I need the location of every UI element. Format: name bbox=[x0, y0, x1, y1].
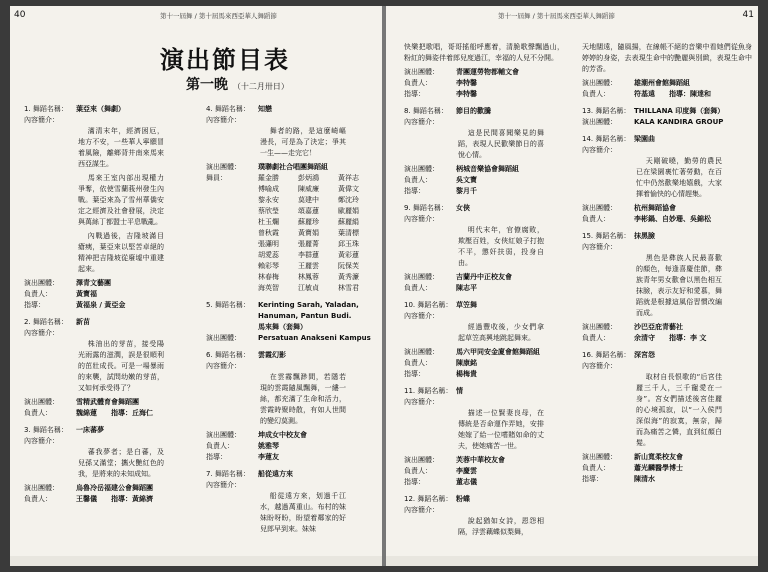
credit-label: 演出團體： bbox=[582, 323, 617, 331]
dancer-name: 林鳳蓉 bbox=[298, 273, 319, 281]
dance-name-row bbox=[404, 106, 564, 117]
credit-row bbox=[404, 283, 564, 294]
dance-name-row bbox=[582, 134, 752, 145]
dance-name: 深宮怨 bbox=[634, 351, 655, 359]
dance-name-row bbox=[24, 317, 184, 328]
program-entry bbox=[582, 231, 752, 344]
credit-row bbox=[206, 430, 376, 441]
intro-label-row bbox=[24, 436, 184, 447]
dance-name-label: 9. 舞蹈名稱： bbox=[404, 204, 448, 212]
program-entry bbox=[404, 300, 564, 380]
description-paragraph: 快樂把歌唱，哥哥搖船呼應着，清脆歌聲飄過山，粉紅的舞姿伴着郎兒度過江，幸福的人兒不分開。 bbox=[404, 43, 564, 62]
credit-label: 負責人： bbox=[206, 442, 234, 450]
credit-value: 姚雅琴 bbox=[258, 442, 279, 450]
dance-name-row bbox=[404, 386, 564, 397]
credit-row bbox=[582, 89, 752, 100]
program-entry bbox=[582, 106, 752, 128]
dance-name: 葉亞來（舞劇） bbox=[76, 105, 125, 113]
intro-label-row bbox=[206, 361, 376, 372]
page-footer-shade bbox=[386, 556, 758, 566]
dancer-list bbox=[258, 173, 376, 294]
intro-label: 內容簡介： bbox=[206, 362, 241, 370]
dancer-name: 張麗菁 bbox=[298, 240, 319, 248]
credit-row bbox=[206, 452, 376, 463]
dance-name-label: 4. 舞蹈名稱： bbox=[206, 105, 250, 113]
dancer-name: 陳威廉 bbox=[298, 185, 319, 193]
credit-row bbox=[206, 333, 376, 344]
credit-value: 杭州舞蹈協會 bbox=[634, 204, 676, 212]
credit-row bbox=[582, 117, 752, 128]
dance-name-label: 3. 舞蹈名稱： bbox=[24, 426, 68, 434]
entry-description bbox=[78, 126, 164, 275]
credit-label: 演出團體： bbox=[24, 398, 59, 406]
dance-name-label: 11. 舞蹈名稱： bbox=[404, 387, 453, 395]
page-subtitle bbox=[186, 74, 289, 94]
credit-value: 黃福泉 / 黃亞金 bbox=[76, 301, 126, 309]
dance-name: THILLANA 印度舞（套舞） bbox=[634, 107, 725, 115]
credit-row bbox=[404, 186, 564, 197]
entry-description bbox=[78, 447, 164, 480]
dancer-name: 黃寶娟 bbox=[298, 229, 319, 237]
entry-description bbox=[404, 42, 564, 64]
dancer-name: 黃秀濂 bbox=[338, 273, 359, 281]
intro-label-row bbox=[24, 115, 184, 126]
credit-value: 李蓮友 bbox=[258, 453, 279, 461]
subtitle-date: （十二月卅日） bbox=[232, 82, 289, 91]
credit-label: 演出團體： bbox=[404, 348, 439, 356]
dance-name-label: 13. 舞蹈名稱： bbox=[582, 107, 631, 115]
credit-row bbox=[404, 175, 564, 186]
intro-label: 內容簡介： bbox=[404, 312, 439, 320]
right-column-1 bbox=[404, 42, 564, 544]
credit-value: 烏魯冷岳福建公會舞蹈團 bbox=[76, 484, 153, 492]
credit-value: 蕭光麟醫學博士 bbox=[634, 464, 683, 472]
dance-name: 節目的歡騰 bbox=[456, 107, 491, 115]
credit-row bbox=[24, 483, 184, 494]
dancer-name: 曾秋霞 bbox=[258, 229, 279, 237]
credit-label: 負責人： bbox=[404, 176, 432, 184]
credit-label: 演出團體： bbox=[404, 68, 439, 76]
credit-row bbox=[206, 441, 376, 452]
dancer-name: 頌嘉蓮 bbox=[298, 207, 319, 215]
dance-name: 一床蕃夢 bbox=[76, 426, 104, 434]
credit-label: 演出團體： bbox=[404, 456, 439, 464]
description-paragraph: 天剛破曉，勤勞的農民已在梁園裏忙著勞動，在百忙中仍然歡樂地嬉戲，大家揮着愉快的心情趕集。 bbox=[636, 157, 722, 198]
entry-description bbox=[458, 128, 544, 161]
description-paragraph: 這是民間喜聞樂見的舞蹈，表現人民歡樂節日的喜悅心情。 bbox=[458, 129, 544, 159]
page-footer-shade bbox=[10, 556, 382, 566]
entry-description bbox=[582, 42, 752, 75]
credit-label: 演出團體： bbox=[582, 79, 617, 87]
dance-name-row bbox=[582, 350, 752, 361]
program-entry bbox=[206, 104, 376, 294]
dance-name-row bbox=[206, 322, 376, 333]
credit-label: 指導： bbox=[404, 187, 425, 195]
dancer-name: 黃祥志 bbox=[338, 174, 359, 182]
right-column-2 bbox=[582, 42, 752, 491]
description-paragraph: 明代末年，官僚腐敗，欺壓百姓，女俠紅娘子打抱不平，懲奸扶弱，投身自由。 bbox=[458, 226, 544, 267]
credit-label: 負責人： bbox=[24, 290, 52, 298]
credit-value: 董志儀 bbox=[456, 478, 477, 486]
credit-value: 魏綿蓮 指導：丘海仁 bbox=[76, 409, 153, 417]
entry-description bbox=[458, 322, 544, 344]
dance-name: 船從遠方來 bbox=[258, 470, 293, 478]
credit-row bbox=[582, 463, 752, 474]
description-paragraph: 黑色是彝族人民最喜歡的顏色，每逢喜慶佳節，彝族青年男女歡會以黑色相互抹臉，表示友好和愛慕，舞蹈就是根據這風俗習慣改編而成。 bbox=[636, 254, 722, 317]
left-column-2 bbox=[206, 104, 376, 541]
dance-name-label: 14. 舞蹈名稱： bbox=[582, 135, 631, 143]
dance-name: 草笠舞 bbox=[456, 301, 477, 309]
credit-value: 璞聯劇社合唱團舞蹈組 bbox=[258, 163, 328, 171]
description-paragraph: 滿清末年，經濟困厄，地方不安，一些華人寧願冒着風險，離鄉背井南來馬來西亞謀生。 bbox=[78, 127, 164, 168]
dance-name-secondary: 馬來舞（套舞） bbox=[258, 323, 307, 331]
entry-description bbox=[458, 408, 544, 452]
dance-name: 雲霞幻影 bbox=[258, 351, 286, 359]
entry-description bbox=[260, 372, 346, 427]
credit-value: KALA KANDIRA GROUP bbox=[634, 118, 724, 126]
dance-name-label: 5. 舞蹈名稱： bbox=[206, 301, 250, 309]
credit-row bbox=[404, 455, 564, 466]
credit-row bbox=[582, 203, 752, 214]
credit-label: 負責人： bbox=[404, 284, 432, 292]
credit-row bbox=[404, 78, 564, 89]
credit-row bbox=[582, 474, 752, 485]
credit-row bbox=[24, 397, 184, 408]
entry-description bbox=[636, 156, 722, 200]
credit-row bbox=[24, 408, 184, 419]
credit-label: 指導： bbox=[404, 370, 425, 378]
dance-name-row bbox=[404, 203, 564, 214]
program-entry bbox=[582, 42, 752, 100]
dance-name: 情 bbox=[456, 387, 463, 395]
entry-description bbox=[458, 225, 544, 269]
dancer-name: 蘇麗珍 bbox=[298, 218, 319, 226]
running-head: 第十一屆舞 / 第十屆馬來西亞華人舞蹈節 bbox=[160, 12, 277, 20]
dance-name-row bbox=[206, 469, 376, 480]
program-entry bbox=[404, 106, 564, 197]
credit-label: 演出團體： bbox=[404, 165, 439, 173]
credit-value: 吉蘭丹中正校友會 bbox=[456, 273, 512, 281]
intro-label-row bbox=[582, 242, 752, 253]
credit-row bbox=[582, 322, 752, 333]
dancer-name: 彭炳鴻 bbox=[298, 174, 319, 182]
dancer-name: 張瀟明 bbox=[258, 240, 279, 248]
page-title: 演出節目表 bbox=[160, 46, 290, 74]
credit-value: 符基遠 指導：陳達和 bbox=[634, 90, 711, 98]
dance-name-row bbox=[582, 231, 752, 242]
dance-name-row bbox=[24, 104, 184, 115]
intro-label: 內容簡介： bbox=[404, 506, 439, 514]
dance-name: 梁園曲 bbox=[634, 135, 655, 143]
credit-row bbox=[404, 477, 564, 488]
credit-value: 李慶雲 bbox=[456, 467, 477, 475]
intro-label: 內容簡介： bbox=[404, 118, 439, 126]
credit-label: 演出團體： bbox=[206, 431, 241, 439]
booklet-spread bbox=[10, 6, 758, 566]
description-paragraph: 舞者的路，是這麼崎嶇漫長，可是為了決定；爭其一生——走完它！ bbox=[260, 127, 346, 157]
credit-label: 演出團體： bbox=[24, 279, 59, 287]
intro-label-row bbox=[206, 480, 376, 491]
left-page bbox=[10, 6, 382, 566]
dance-name-label: 2. 舞蹈名稱： bbox=[24, 318, 68, 326]
dancer-name: 胡愛蕊 bbox=[258, 251, 279, 259]
dancers-row bbox=[206, 173, 376, 294]
intro-label-row bbox=[404, 505, 564, 516]
credit-value: 坤成女中校友會 bbox=[258, 431, 307, 439]
intro-label-row bbox=[582, 361, 752, 372]
dance-name-row bbox=[582, 106, 752, 117]
description-paragraph: 取材自長恨歌的“后宮佳麗三千人，三千寵愛在一身”。宮女們描述後宮佳麗的心境孤寂，以“一入侯門深似海”的寂寞，無奈，歸而為痛苦之憐，直到紅顏白髮。 bbox=[636, 373, 722, 447]
dance-name-row bbox=[206, 300, 376, 322]
description-paragraph: 內戰過後，吉隆坡滿目瘡痍，葉亞來以堅苦卓絕的精神把吉隆坡從廢墟中重建起來。 bbox=[78, 232, 164, 273]
entry-description bbox=[260, 491, 346, 535]
program-entry bbox=[404, 494, 564, 538]
credit-row bbox=[582, 78, 752, 89]
dance-name: Kerinting Sarah, Yaladan, Hanuman, Pantun Budi. bbox=[258, 301, 359, 320]
dancer-name: 莫建中 bbox=[298, 196, 319, 204]
intro-label: 內容簡介： bbox=[582, 243, 617, 251]
dance-name-row bbox=[206, 350, 376, 361]
subtitle-night: 第一晚 bbox=[186, 77, 228, 93]
credit-value: 黎月千 bbox=[456, 187, 477, 195]
credit-label: 負責人： bbox=[404, 359, 432, 367]
dance-name-label: 1. 舞蹈名稱： bbox=[24, 105, 68, 113]
description-paragraph: 描述一位賢妻良母，在傳統是否命運作弄她，安排她嫁了給一位嗜賭如命的丈夫，使她痛苦一世。 bbox=[458, 409, 544, 450]
dancer-name: 葉清標 bbox=[338, 229, 359, 237]
credit-value: 柄城音樂協會舞蹈組 bbox=[456, 165, 519, 173]
dancer-name: 黎永安 bbox=[258, 196, 279, 204]
description-paragraph: 蕃我夢者；是白蕃，及兒孫又滿堂；攜火艷紅色的我，是將來的未知成知。 bbox=[78, 448, 164, 478]
dance-name-label: 6. 舞蹈名稱： bbox=[206, 351, 250, 359]
credit-value: 雪精武體育會舞蹈團 bbox=[76, 398, 139, 406]
description-paragraph: 經過豐收後，少女們拿起草笠高興地跳起舞來。 bbox=[458, 323, 544, 342]
credit-label: 指導： bbox=[404, 478, 425, 486]
credit-row bbox=[206, 162, 376, 173]
program-entry bbox=[582, 134, 752, 225]
credit-label: 指導： bbox=[404, 90, 425, 98]
credit-label: 負責人： bbox=[24, 409, 52, 417]
dance-name: 粉蝶 bbox=[456, 495, 470, 503]
credit-row bbox=[24, 289, 184, 300]
intro-label: 內容簡介： bbox=[206, 116, 241, 124]
dancer-name: 阮保芙 bbox=[338, 262, 359, 270]
credit-value: 新山寬柔校友會 bbox=[634, 453, 683, 461]
description-paragraph: 馬來王室內部出現權力爭奪，依使雪蘭莪州發生內戰。葉亞來為了雪州華僑安定之經濟及社會發展，決定與萬絲丁都盟士平息戰亂。 bbox=[78, 174, 164, 226]
dance-name-label: 10. 舞蹈名稱： bbox=[404, 301, 453, 309]
description-paragraph: 株油出的芽苗，接受陽光雨露的滋潤，誤是很順利的茁壯成長。可是一場暴雨的來襲，試問幼嫩的芽苗，又如何承受得了？ bbox=[78, 340, 164, 392]
dancer-name: 林雪君 bbox=[338, 284, 359, 292]
entry-description bbox=[636, 253, 722, 319]
program-entry bbox=[404, 203, 564, 294]
credit-label: 演出團體： bbox=[582, 118, 617, 126]
credit-value: 雄潮州會館舞蹈組 bbox=[634, 79, 690, 87]
intro-label-row bbox=[404, 214, 564, 225]
credit-value: 陳清水 bbox=[634, 475, 655, 483]
description-paragraph: 在雲霧飄渺間，若隱若現的雲霞隨風飄舞，一縷一絲，都充滿了生命和活力，雲霞時聚時散，有如人世間的變幻莫測。 bbox=[260, 373, 346, 425]
credit-value: 楊梅貴 bbox=[456, 370, 477, 378]
credit-label: 負責人： bbox=[582, 464, 610, 472]
credit-label: 指導： bbox=[24, 301, 45, 309]
credit-row bbox=[582, 452, 752, 463]
intro-label: 內容簡介： bbox=[24, 329, 59, 337]
dancer-name: 李群蓮 bbox=[298, 251, 319, 259]
intro-label-row bbox=[206, 115, 376, 126]
intro-label: 內容簡介： bbox=[206, 481, 241, 489]
dancer-name: 海英智 bbox=[258, 284, 279, 292]
program-entry bbox=[206, 300, 376, 344]
dance-name-row bbox=[404, 494, 564, 505]
left-column-1 bbox=[24, 104, 184, 511]
intro-label-row bbox=[404, 311, 564, 322]
dancer-name: 賴彩琴 bbox=[258, 262, 279, 270]
program-entry bbox=[404, 386, 564, 488]
program-entry bbox=[206, 350, 376, 463]
running-head: 第十一屆舞 / 第十屆馬來西亞華人舞蹈節 bbox=[498, 12, 615, 20]
credit-row bbox=[404, 358, 564, 369]
credit-label: 負責人： bbox=[24, 495, 52, 503]
credit-value: 沙巴亞庇青藝社 bbox=[634, 323, 683, 331]
right-page bbox=[386, 6, 758, 566]
credit-label: 負責人： bbox=[582, 215, 610, 223]
dancer-name: 黃彩蓮 bbox=[338, 251, 359, 259]
dance-name-label: 15. 舞蹈名稱： bbox=[582, 232, 631, 240]
credit-label: 負責人： bbox=[404, 79, 432, 87]
intro-label-row bbox=[24, 328, 184, 339]
credit-label: 演出團體： bbox=[24, 484, 59, 492]
program-entry bbox=[24, 104, 184, 311]
description-paragraph: 船從遠方來，划過千江水，越過萬重山。布村的妹妹盼呀盼，盼望着鄰家的好兒郎早到來。妹妹 bbox=[260, 492, 346, 533]
description-paragraph: 天地闊遠，隨風揚，在線帳不絕的音樂中看她們從魚身婷婷的身姿，去表現生命中的艷麗與別緻，表現生命中的芳香。 bbox=[582, 43, 752, 73]
credit-value: 陳志平 bbox=[456, 284, 477, 292]
dancer-name: 蘇麗絹 bbox=[338, 218, 359, 226]
dance-name: 新苗 bbox=[76, 318, 90, 326]
credit-label: 演出團體： bbox=[582, 204, 617, 212]
credit-row bbox=[24, 300, 184, 311]
credit-value: 李特馨 bbox=[456, 90, 477, 98]
program-entry bbox=[404, 42, 564, 100]
intro-label: 內容簡介： bbox=[24, 437, 59, 445]
program-entry bbox=[24, 317, 184, 419]
credit-value: Persatuan Anakseni Kampus bbox=[258, 334, 371, 342]
credit-value: 馬六甲同安金廈會館舞蹈組 bbox=[456, 348, 540, 356]
entry-description bbox=[260, 126, 346, 159]
dance-name-label: 12. 舞蹈名稱： bbox=[404, 495, 453, 503]
credit-row bbox=[404, 466, 564, 477]
credit-row bbox=[24, 494, 184, 505]
credit-label: 演出團體： bbox=[206, 334, 241, 342]
credit-value: 余清守 指導：李 文 bbox=[634, 334, 707, 342]
dancer-name: 林春梅 bbox=[258, 273, 279, 281]
credit-label: 負責人： bbox=[582, 90, 610, 98]
credit-label: 負責人： bbox=[582, 334, 610, 342]
intro-label-row bbox=[404, 117, 564, 128]
credit-label: 指導： bbox=[206, 453, 227, 461]
entry-description bbox=[458, 516, 544, 538]
dance-name: 女俠 bbox=[456, 204, 470, 212]
credit-value: 青團運勞物都輔文會 bbox=[456, 68, 519, 76]
dancers-label: 舞員： bbox=[206, 174, 227, 182]
intro-label-row bbox=[404, 397, 564, 408]
program-entry bbox=[206, 469, 376, 535]
dancer-name: 羅金勝 bbox=[258, 174, 279, 182]
dance-name-label: 7. 舞蹈名稱： bbox=[206, 470, 250, 478]
program-entry bbox=[582, 350, 752, 485]
intro-label: 內容簡介： bbox=[582, 362, 617, 370]
credit-value: 芙蓉中華校友會 bbox=[456, 456, 505, 464]
credit-row bbox=[404, 369, 564, 380]
credit-value: 黃寶福 bbox=[76, 290, 97, 298]
dance-name-label: 16. 舞蹈名稱： bbox=[582, 351, 631, 359]
intro-label: 內容簡介： bbox=[24, 116, 59, 124]
credit-row bbox=[24, 278, 184, 289]
entry-description bbox=[636, 372, 722, 449]
dance-name-row bbox=[404, 300, 564, 311]
credit-value: 李彬鍋、自妙珊、吳錦松 bbox=[634, 215, 711, 223]
description-paragraph: 說起猶如女詩，恩怨相隔，浮雲藕蝶似梨舞， bbox=[458, 517, 544, 536]
page-number: 41 bbox=[742, 10, 754, 20]
dancer-name: 杜玉爛 bbox=[258, 218, 279, 226]
intro-label: 內容簡介： bbox=[404, 398, 439, 406]
credit-label: 指導： bbox=[582, 475, 603, 483]
intro-label: 內容簡介： bbox=[582, 146, 617, 154]
credit-row bbox=[582, 214, 752, 225]
spacer bbox=[206, 322, 258, 333]
intro-label-row bbox=[582, 145, 752, 156]
credit-value: 王馨儀 指導：黃綿濟 bbox=[76, 495, 153, 503]
dancer-name: 黃偉文 bbox=[338, 185, 359, 193]
credit-row bbox=[404, 272, 564, 283]
credit-label: 負責人： bbox=[404, 467, 432, 475]
credit-value: 澤青文藝團 bbox=[76, 279, 111, 287]
dance-name-row bbox=[206, 104, 376, 115]
dancer-name: 邱玉珠 bbox=[338, 240, 359, 248]
dancer-name: 江敏貞 bbox=[298, 284, 319, 292]
page-number: 40 bbox=[14, 10, 26, 20]
dancer-name: 傅喻成 bbox=[258, 185, 279, 193]
program-entry bbox=[24, 425, 184, 505]
credit-value: 陳康銘 bbox=[456, 359, 477, 367]
credit-row bbox=[404, 164, 564, 175]
dance-name-row bbox=[24, 425, 184, 436]
credit-label: 演出團體： bbox=[404, 273, 439, 281]
credit-value: 李特馨 bbox=[456, 79, 477, 87]
dancer-name: 鄭沈玲 bbox=[338, 196, 359, 204]
credit-row bbox=[404, 67, 564, 78]
dance-name: 抹黑臉 bbox=[634, 232, 655, 240]
dancer-name: 王麗雲 bbox=[298, 262, 319, 270]
credit-row bbox=[404, 347, 564, 358]
entry-description bbox=[78, 339, 164, 394]
credit-value: 吳文寶 bbox=[456, 176, 477, 184]
dancer-name: 蔡欣瑩 bbox=[258, 207, 279, 215]
dance-name: 知戀 bbox=[258, 105, 272, 113]
credit-row bbox=[582, 333, 752, 344]
dance-name-label: 8. 舞蹈名稱： bbox=[404, 107, 448, 115]
credit-row bbox=[404, 89, 564, 100]
dancer-name: 歐麗娟 bbox=[338, 207, 359, 215]
credit-label: 演出團體： bbox=[582, 453, 617, 461]
intro-label: 內容簡介： bbox=[404, 215, 439, 223]
credit-label: 演出團體： bbox=[206, 163, 241, 171]
